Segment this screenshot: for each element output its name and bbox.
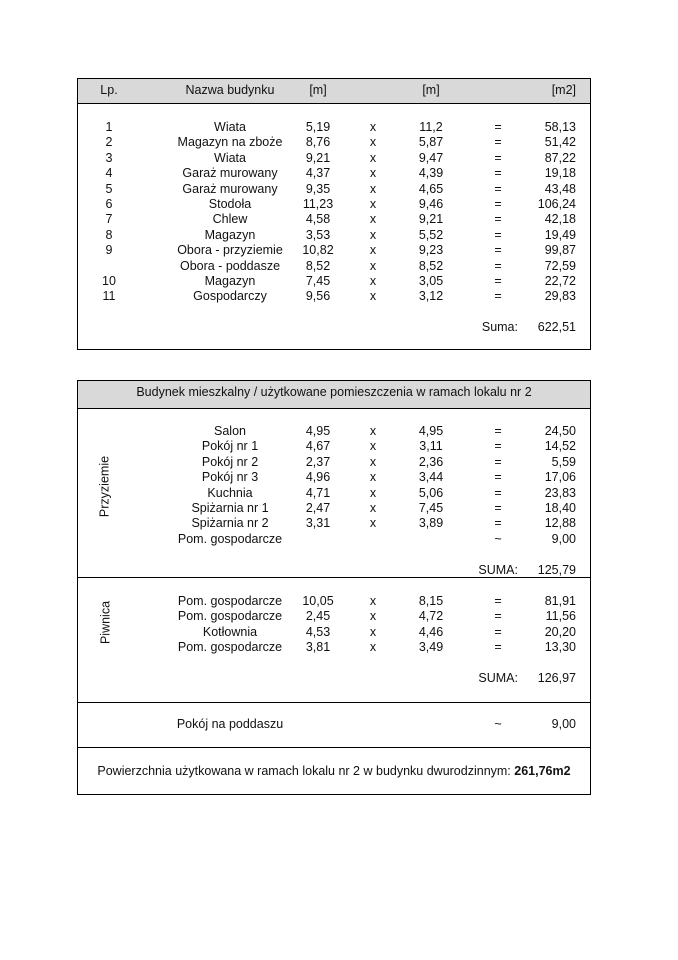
row-width: 9,23: [418, 243, 444, 258]
row-name: Garaż murowany: [182, 166, 278, 181]
row-width: 7,45: [418, 501, 444, 515]
row-equals-sign: =: [494, 624, 502, 639]
row-name: Stodoła: [208, 197, 252, 211]
divider-2: [78, 702, 590, 703]
row-number: 11: [102, 289, 116, 304]
row-area: 14,52: [544, 439, 576, 454]
row-equals-sign: =: [494, 150, 502, 165]
row-length: 5,19: [305, 120, 331, 134]
row-equals-sign: =: [494, 289, 502, 304]
row-equals-sign: =: [494, 594, 502, 608]
row-length: 10,05: [302, 594, 334, 608]
row-times-sign: x: [369, 516, 377, 531]
row-length: 2,37: [305, 454, 331, 469]
row-number: 9: [105, 243, 113, 258]
row-name: Magazyn: [204, 227, 256, 242]
row-number: 6: [105, 197, 113, 211]
row-equals-sign: =: [494, 181, 502, 196]
buildings-table-header: [78, 79, 590, 104]
residential-table: [77, 380, 591, 795]
row-width: 4,95: [418, 424, 444, 438]
row-width: 3,05: [418, 274, 444, 288]
divider-3: [78, 747, 590, 748]
row-width: 3,89: [418, 516, 444, 531]
total-usable-area-value: 261,76m2: [514, 764, 571, 778]
row-equals-sign: =: [494, 274, 502, 288]
row-width: 3,12: [418, 289, 444, 304]
row-name: Magazyn na zboże: [177, 135, 283, 150]
row-name: Pokój nr 3: [201, 470, 259, 485]
row-name: Chlew: [212, 212, 248, 227]
row-length: 4,95: [305, 424, 331, 438]
row-length: 9,21: [305, 150, 331, 165]
row-width: 4,46: [418, 624, 444, 639]
row-equals-sign: =: [494, 609, 502, 624]
row-times-sign: x: [369, 274, 377, 288]
row-times-sign: x: [369, 289, 377, 304]
row-width: 2,36: [418, 454, 444, 469]
row-name: Magazyn: [204, 274, 256, 288]
row-times-sign: x: [369, 258, 377, 273]
row-area: 87,22: [544, 150, 576, 165]
row-width: 8,52: [418, 258, 444, 273]
buildings-sum-value: 622,51: [537, 320, 576, 334]
row-area: 24,50: [544, 424, 576, 438]
piwnica-sum-value: 126,97: [537, 671, 576, 685]
row-width: 3,49: [418, 640, 444, 655]
row-area: 29,83: [544, 289, 576, 304]
row-equals-sign: =: [494, 197, 502, 211]
row-width: 3,11: [419, 439, 443, 454]
row-length: 4,58: [305, 212, 331, 227]
row-equals-sign: =: [494, 120, 502, 134]
row-name: Wiata: [214, 150, 246, 165]
row-equals-sign: =: [494, 516, 502, 531]
row-name: Pokój nr 2: [201, 454, 259, 469]
row-area: 23,83: [544, 485, 576, 500]
row-width: 5,52: [418, 227, 444, 242]
row-times-sign: x: [369, 181, 377, 196]
row-area: 72,59: [544, 258, 576, 273]
row-width: 8,15: [418, 594, 444, 608]
row-name: Obora - poddasze: [179, 258, 281, 273]
row-times-sign: x: [369, 624, 377, 639]
row-equals-sign: =: [494, 243, 502, 258]
row-name: Pom. gospodarcze: [177, 609, 283, 624]
row-width: 9,21: [418, 212, 444, 227]
row-area: 42,18: [544, 212, 576, 227]
row-area: 13,30: [544, 640, 576, 655]
row-equals-sign: =: [494, 454, 502, 469]
attic-approx-sign: ~: [494, 717, 502, 731]
row-name: Gospodarczy: [193, 289, 267, 304]
header-name: Nazwa budynku: [185, 83, 275, 97]
row-equals-sign: ~: [494, 531, 502, 546]
row-times-sign: x: [369, 197, 377, 211]
header-width: [m]: [422, 83, 440, 97]
row-width: 5,87: [418, 135, 444, 150]
row-number: 3: [105, 150, 113, 165]
row-equals-sign: =: [494, 135, 502, 150]
row-name: Pom. gospodarcze: [177, 640, 283, 655]
row-length: 7,45: [305, 274, 331, 288]
row-equals-sign: =: [494, 258, 502, 273]
row-width: 3,44: [418, 470, 444, 485]
row-number: 7: [105, 212, 113, 227]
row-times-sign: x: [369, 120, 377, 134]
row-name: Obora - przyziemie: [177, 243, 283, 258]
row-times-sign: x: [369, 212, 377, 227]
row-length: 4,96: [305, 470, 331, 485]
row-area: 18,40: [544, 501, 576, 515]
row-number: 2: [105, 135, 113, 150]
row-equals-sign: =: [494, 640, 502, 655]
row-number: 10: [102, 274, 116, 288]
header-area: [m2]: [551, 83, 576, 97]
row-area: 20,20: [544, 624, 576, 639]
residential-table-header: [78, 381, 590, 409]
section-label-piwnica: Piwnica: [98, 600, 113, 645]
residential-table-title: Budynek mieszkalny / użytkowane pomieszczenia w ramach lokalu nr 2: [136, 385, 532, 399]
row-length: 8,76: [305, 135, 331, 150]
row-name: Spiżarnia nr 2: [191, 516, 269, 531]
row-times-sign: x: [369, 166, 377, 181]
row-width: 9,46: [418, 197, 444, 211]
buildings-sum-label: Suma:: [481, 320, 518, 334]
header-length: [m]: [309, 83, 327, 97]
row-length: 3,81: [305, 640, 331, 655]
row-length: 11,23: [302, 197, 334, 211]
row-area: 106,24: [537, 197, 576, 211]
row-length: 3,53: [305, 227, 331, 242]
row-equals-sign: =: [494, 470, 502, 485]
row-length: 4,67: [305, 439, 331, 454]
row-area: 19,49: [544, 227, 576, 242]
row-length: 9,56: [305, 289, 331, 304]
row-width: 4,65: [418, 181, 444, 196]
row-width: 4,39: [418, 166, 444, 181]
row-name: Kuchnia: [207, 485, 253, 500]
row-area: 99,87: [544, 243, 576, 258]
row-name: Pom. gospodarcze: [177, 531, 283, 546]
row-length: 8,52: [305, 258, 331, 273]
row-length: 10,82: [302, 243, 334, 258]
row-times-sign: x: [369, 227, 377, 242]
row-area: 58,13: [544, 120, 576, 134]
row-times-sign: x: [369, 424, 377, 438]
row-name: Salon: [214, 424, 246, 438]
row-times-sign: x: [369, 501, 377, 515]
row-number: 8: [105, 227, 113, 242]
row-area: 43,48: [544, 181, 576, 196]
row-times-sign: x: [369, 609, 377, 624]
row-area: 12,88: [544, 516, 576, 531]
row-name: Wiata: [214, 120, 246, 134]
section-label-przyziemie: Przyziemie: [97, 455, 112, 518]
row-name: Pom. gospodarcze: [177, 594, 283, 608]
row-name: Spiżarnia nr 1: [191, 501, 269, 515]
header-lp: Lp.: [100, 83, 118, 97]
row-area: 17,06: [544, 470, 576, 485]
attic-area: 9,00: [551, 717, 576, 731]
row-times-sign: x: [369, 439, 377, 454]
row-name: Pokój nr 1: [201, 439, 259, 454]
row-area: 81,91: [544, 594, 576, 608]
row-area: 5,59: [551, 454, 576, 469]
row-name: Kotłownia: [202, 624, 258, 639]
row-times-sign: x: [369, 150, 377, 165]
divider-1: [78, 577, 590, 578]
row-times-sign: x: [369, 470, 377, 485]
total-usable-area: [78, 764, 590, 779]
row-equals-sign: =: [494, 485, 502, 500]
row-width: 9,47: [418, 150, 444, 165]
row-times-sign: x: [369, 454, 377, 469]
row-number: 4: [105, 166, 113, 181]
row-area: 19,18: [544, 166, 576, 181]
row-area: 22,72: [544, 274, 576, 288]
row-length: 3,31: [305, 516, 331, 531]
row-equals-sign: =: [494, 424, 502, 438]
row-times-sign: x: [369, 135, 377, 150]
row-area: 11,56: [545, 609, 576, 624]
row-equals-sign: =: [494, 439, 502, 454]
row-length: 4,71: [305, 485, 331, 500]
row-times-sign: x: [369, 640, 377, 655]
row-equals-sign: =: [494, 227, 502, 242]
row-width: 11,2: [419, 120, 443, 134]
row-number: 1: [105, 120, 113, 134]
row-width: 5,06: [418, 485, 444, 500]
total-usable-area-label: Powierzchnia użytkowana w ramach lokalu nr 2 w budynku dwurodzinnym:: [97, 764, 511, 778]
row-times-sign: x: [369, 594, 377, 608]
row-length: 9,35: [305, 181, 331, 196]
row-length: 4,37: [305, 166, 331, 181]
row-times-sign: x: [369, 485, 377, 500]
row-equals-sign: =: [494, 166, 502, 181]
piwnica-sum-label: SUMA:: [478, 671, 518, 685]
row-equals-sign: =: [494, 501, 502, 515]
attic-room-name: Pokój na poddaszu: [176, 717, 284, 731]
row-length: 2,47: [305, 501, 331, 515]
row-name: Garaż murowany: [182, 181, 278, 196]
row-length: 2,45: [305, 609, 331, 624]
row-area: 9,00: [551, 531, 576, 546]
row-width: 4,72: [418, 609, 444, 624]
row-equals-sign: =: [494, 212, 502, 227]
row-number: 5: [105, 181, 113, 196]
row-length: 4,53: [305, 624, 331, 639]
row-times-sign: x: [369, 243, 377, 258]
przyziemie-sum-value: 125,79: [537, 563, 576, 577]
row-area: 51,42: [544, 135, 576, 150]
przyziemie-sum-label: SUMA:: [478, 563, 518, 577]
buildings-table: [77, 78, 591, 350]
